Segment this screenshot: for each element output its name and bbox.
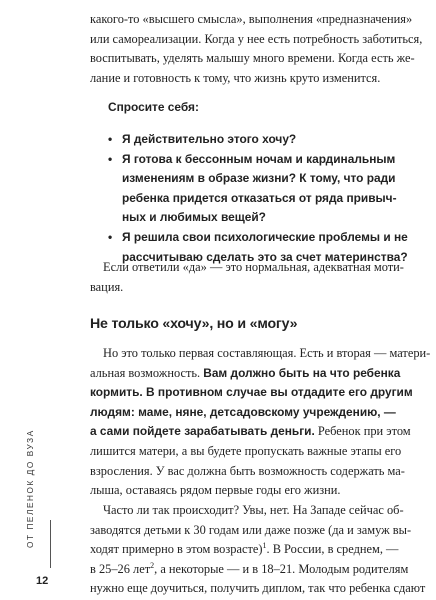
bullet-icon: •: [108, 229, 113, 244]
text-line: в 25–26 лет$^2$, а некоторые — и в 18–21. Молодым родителям: [90, 560, 409, 576]
text-line: лишится матери, а вы будете пропускать важные этапы его: [90, 443, 402, 458]
list-item: • Я готова к бессонным ночам и кардинальным изменениям в образе жизни? К тому, что ради ребенка придется отказаться от ряда привыч- ных и любимых вещей?: [108, 151, 397, 225]
footnote-ref: 1: [262, 541, 267, 551]
text-line: воспитывать, уделять малышу много времени. Когда есть же-: [90, 51, 415, 66]
text-line: лание и готовность к тому, что жизнь круто изменится.: [90, 70, 381, 85]
callout-box: [108, 98, 418, 118]
running-title: ОТ ПЕЛЕНОК ДО ВУЗА: [26, 429, 35, 548]
callout-title: Спросите себя:: [108, 100, 199, 114]
text-line: кормить. В противном случае вы отдадите его другим: [90, 385, 413, 400]
text-line: людям: маме, няне, детсадовскому учреждению, —: [90, 404, 396, 419]
text-line: лыша, оставаясь рядом первые годы его жизни.: [90, 483, 341, 498]
text-line: Если ответили «да» — это нормальная, адекватная моти-: [103, 260, 404, 274]
text-line: взросления. У вас должна быть возможность содержать ма-: [90, 463, 405, 478]
divider: [50, 520, 51, 568]
question-list: [108, 130, 418, 267]
intro-paragraph: [90, 10, 423, 88]
section-heading: Не только «хочу», но и «могу»: [90, 316, 298, 332]
text-line: какого-то «высшего смысла», выполнения «предназначения»: [90, 12, 413, 26]
text-line: ходят примерно в этом возрасте)$^1$. В России, в среднем, —: [90, 541, 399, 557]
footnote-ref: 2: [150, 560, 155, 570]
answer-paragraph: [90, 258, 420, 297]
text-line: альная возможность. Вам должно быть на что ребенка: [90, 365, 401, 380]
text-line: Часто ли так происходит? Увы, нет. На Западе сейчас об-: [103, 503, 404, 517]
bullet-icon: •: [108, 151, 113, 166]
list-item: • Я действительно этого хочу?: [108, 130, 418, 150]
page-number: 12: [36, 575, 49, 587]
paragraph-possibility: [90, 344, 431, 501]
paragraph-statistics: [90, 501, 426, 599]
bullet-icon: •: [108, 132, 113, 146]
text-line: нужно еще доучиться, получить диплом, так что ребенка сдают: [90, 581, 426, 596]
text-line: вация.: [90, 279, 124, 294]
text-line: Но это только первая составляющая. Есть и вторая — матери-: [103, 346, 431, 360]
list-item: • Я решила свои психологические проблемы и не рассчитываю сделать это за счет материнства?: [108, 229, 408, 264]
text-line: а сами пойдете зарабатывать деньги. Ребенок при этом: [90, 424, 411, 439]
text-line: заводятся детьми к 30 годам или даже позже (да и замуж вы-: [90, 522, 412, 537]
text-line: или самореализации. Когда у нее есть потребность заботиться,: [90, 31, 423, 46]
